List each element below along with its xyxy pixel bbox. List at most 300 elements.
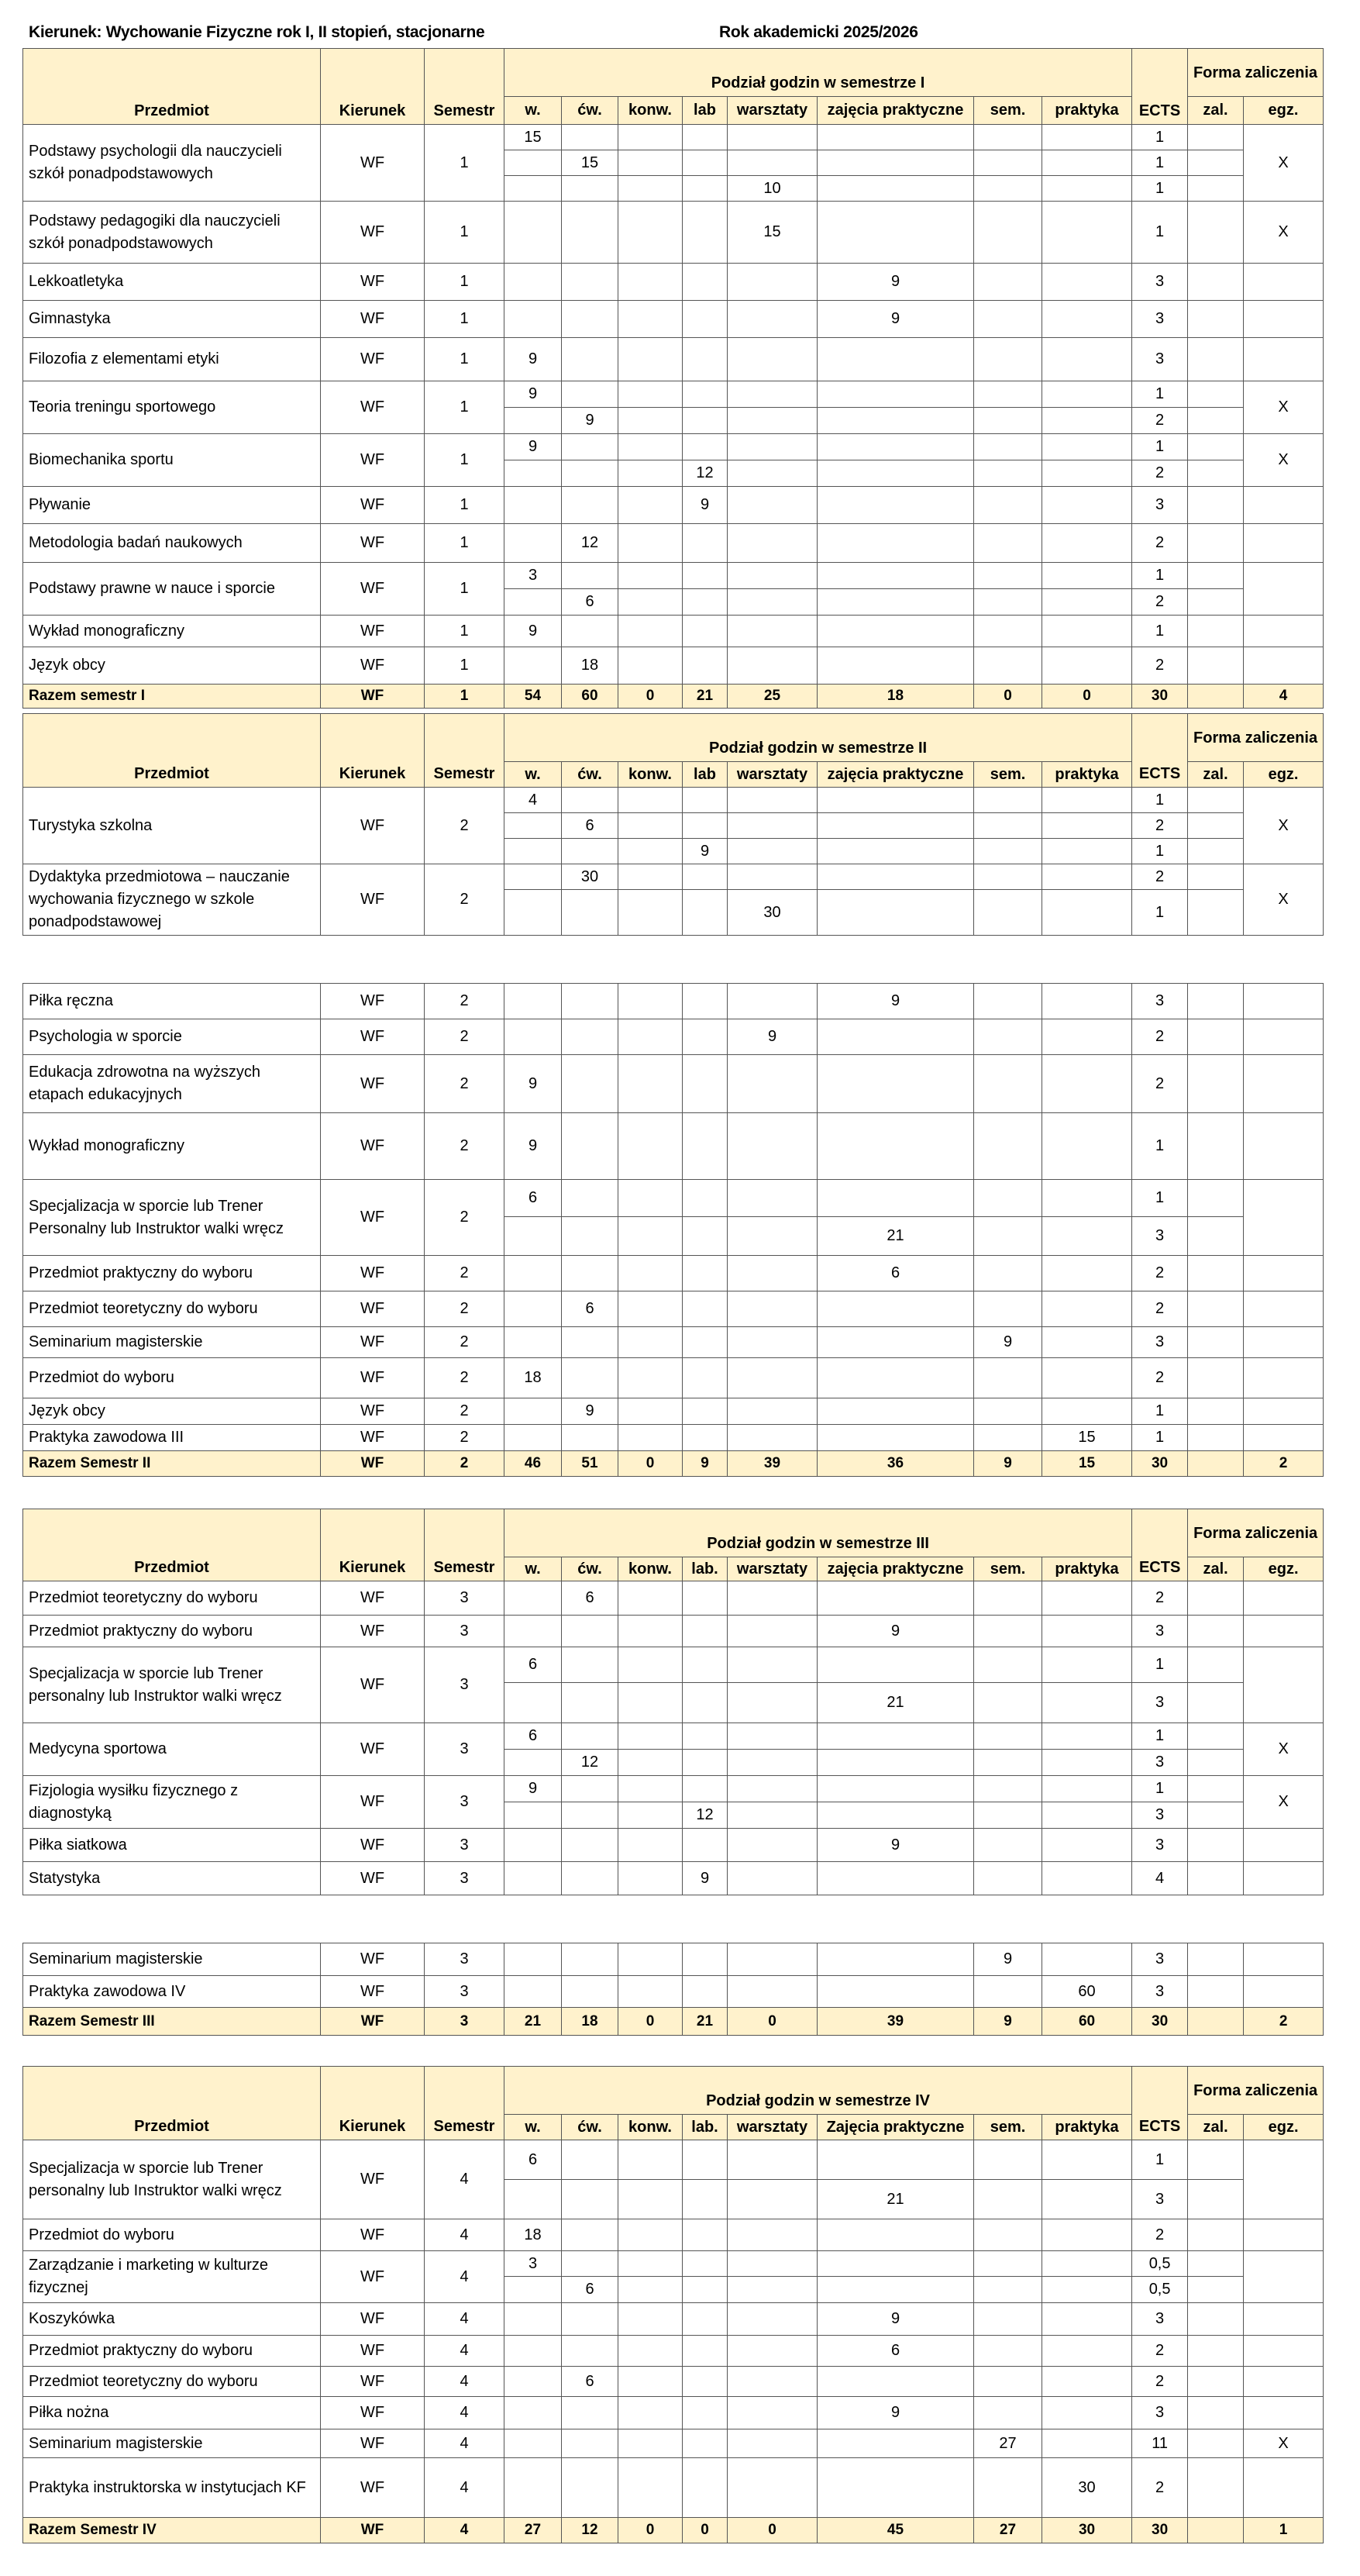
column-header-hours: lab [683,762,728,788]
hours-cell [728,839,818,864]
zal-cell [1188,1291,1244,1327]
hours-cell [728,1616,818,1647]
egz-cell [1244,301,1324,338]
subject-name: Gimnastyka [23,301,321,338]
hours-cell [683,125,728,150]
hours-cell [974,150,1042,176]
subject-field: WF [321,125,425,202]
hours-cell [683,1217,728,1256]
hours-cell [562,1802,618,1829]
zal-cell [1188,1776,1244,1802]
hours-cell [818,2458,974,2518]
hours-cell: 9 [818,2303,974,2336]
egz-cell [1244,1113,1324,1180]
subject-field: WF [321,434,425,487]
hours-cell: 9 [818,1829,974,1862]
hours-cell [728,408,818,434]
subject-name: Piłka nożna [23,2397,321,2429]
hours-cell [562,616,618,647]
subject-semester: 1 [425,381,504,434]
hours-cell [562,125,618,150]
hours-cell [562,1647,618,1683]
hours-cell [728,589,818,616]
column-header-hours: praktyka [1042,2115,1132,2140]
subject-row [23,2303,1324,2336]
assessment-group-header: Forma zaliczenia [1188,2067,1324,2115]
column-header-ects: ECTS [1132,49,1188,125]
subject-semester: 1 [425,434,504,487]
hours-cell [974,2219,1042,2251]
hours-cell [562,2140,618,2180]
subject-field: WF [321,264,425,301]
egz-cell [1244,487,1324,524]
table-gap [23,1895,1324,1943]
hours-cell [683,176,728,202]
column-header-hours: warsztaty [728,2115,818,2140]
hours-cell [562,1776,618,1802]
hours-cell [618,1291,683,1327]
subject-semester: 4 [425,2367,504,2397]
hours-cell [974,2397,1042,2429]
hours-cell [562,2397,618,2429]
hours-cell [818,434,974,460]
hours-cell [562,1358,618,1398]
hours-cell [618,2367,683,2397]
column-header-hours: praktyka [1042,97,1132,125]
hours-cell [562,264,618,301]
subject-field: WF [321,1291,425,1327]
hours-cell [1042,1217,1132,1256]
hours-cell [504,2397,562,2429]
zal-cell [1188,1647,1244,1683]
hours-cell [562,2303,618,2336]
egz-cell: X [1244,125,1324,202]
subject-name: Lekkoatletyka [23,264,321,301]
hours-cell [974,1180,1042,1217]
ects-cell: 2 [1132,2336,1188,2367]
hours-cell [1042,264,1132,301]
hours-cell [974,1647,1042,1683]
hours-cell [562,1829,618,1862]
subject-field: WF [321,1327,425,1358]
hours-cell: 12 [683,460,728,487]
subject-semester: 3 [425,1647,504,1723]
hours-cell [562,1616,618,1647]
hours-cell: 6 [504,1180,562,1217]
hours-cell [728,460,818,487]
subject-field: WF [321,1976,425,2008]
hours-cell [728,338,818,381]
hours-cell [1042,460,1132,487]
subject-field: WF [321,1776,425,1829]
hours-cell [504,2367,562,2397]
zal-cell [1188,864,1244,890]
hours-cell: 10 [728,176,818,202]
ects-cell: 2 [1132,813,1188,839]
hours-cell [562,1019,618,1055]
total-field: WF [321,2518,425,2543]
hours-cell [683,2277,728,2303]
hours-cell: 6 [562,2277,618,2303]
column-header-hours: konw. [618,1557,683,1581]
subject-row [23,1862,1324,1895]
hours-cell [1042,1327,1132,1358]
hours-cell [683,2140,728,2180]
total-ects: 30 [1132,2008,1188,2036]
hours-cell [618,813,683,839]
hours-cell [683,1358,728,1398]
subject-field: WF [321,2336,425,2367]
hours-cell: 9 [504,616,562,647]
subject-name: Przedmiot teoretyczny do wyboru [23,1581,321,1616]
subject-name: Praktyka zawodowa III [23,1425,321,1451]
hours-cell [974,1398,1042,1425]
total-hours-cell: 25 [728,685,818,709]
subject-row [23,338,1324,381]
hours-cell: 9 [683,1862,728,1895]
hours-cell: 6 [562,2367,618,2397]
hours-cell [974,1829,1042,1862]
ects-cell: 2 [1132,1256,1188,1291]
hours-cell [818,813,974,839]
hours-cell [818,1291,974,1327]
zal-cell [1188,589,1244,616]
hours-cell [1042,202,1132,264]
hours-cell: 4 [504,788,562,813]
total-hours-cell: 18 [818,685,974,709]
column-header-field: Kierunek [321,2067,425,2140]
hours-cell [683,1723,728,1750]
total-hours-cell: 0 [728,2518,818,2543]
subject-name: Przedmiot praktyczny do wyboru [23,2336,321,2367]
hours-cell [618,1829,683,1862]
hours-cell [728,647,818,685]
subject-row [23,1976,1324,2008]
hours-cell [683,563,728,589]
total-egz: 4 [1244,685,1324,709]
subject-name: Dydaktyka przedmiotowa – nauczanie wychowania fizycznego w szkole ponadpodstawowej [23,864,321,936]
column-header-field: Kierunek [321,714,425,788]
hours-cell [728,1256,818,1291]
subject-name: Statystyka [23,1862,321,1895]
document-title: Kierunek: Wychowanie Fizyczne rok I, II stopień, stacjonarne [29,23,485,41]
subject-name: Wykład monograficzny [23,616,321,647]
hours-cell [818,2219,974,2251]
hours-cell [728,1180,818,1217]
total-hours-cell: 0 [974,685,1042,709]
hours-cell [974,2277,1042,2303]
subject-name: Medycyna sportowa [23,1723,321,1776]
zal-cell [1188,1581,1244,1616]
total-egz: 1 [1244,2518,1324,2543]
hours-cell [562,788,618,813]
hours-cell [562,1723,618,1750]
total-hours-cell: 0 [618,2008,683,2036]
hours-cell [974,1750,1042,1776]
hours-cell: 3 [504,2251,562,2277]
hours-cell [1042,1055,1132,1113]
hours-group-header: Podział godzin w semestrze I [504,49,1132,97]
egz-cell [1244,2303,1324,2336]
ects-cell: 3 [1132,1683,1188,1723]
column-header-ects: ECTS [1132,714,1188,788]
subject-semester: 2 [425,1113,504,1180]
subject-row [23,1647,1324,1683]
total-label: Razem Semestr II [23,1451,321,1477]
hours-cell [618,381,683,408]
ects-cell: 11 [1132,2429,1188,2458]
zal-cell [1188,1829,1244,1862]
column-header-egz: egz. [1244,2115,1324,2140]
hours-cell [818,1398,974,1425]
ects-cell: 1 [1132,434,1188,460]
egz-cell: X [1244,202,1324,264]
hours-cell [504,839,562,864]
semester-total-row [23,685,1324,709]
total-hours-cell: 12 [562,2518,618,2543]
zal-cell [1188,381,1244,408]
hours-cell [504,264,562,301]
hours-cell [504,1327,562,1358]
total-hours-cell: 46 [504,1451,562,1477]
egz-cell [1244,2336,1324,2367]
total-hours-cell: 54 [504,685,562,709]
hours-group-header: Podział godzin w semestrze IV [504,2067,1132,2115]
hours-cell [562,2429,618,2458]
hours-cell [974,2458,1042,2518]
hours-cell [728,1217,818,1256]
column-header-hours: ćw. [562,97,618,125]
hours-cell [562,563,618,589]
hours-cell [974,524,1042,563]
hours-cell [1042,1776,1132,1802]
subject-name: Specjalizacja w sporcie lub Trener Personalny lub Instruktor walki wręcz [23,1180,321,1256]
hours-cell [974,1616,1042,1647]
ects-cell: 3 [1132,2180,1188,2219]
hours-cell [618,1683,683,1723]
hours-cell [728,1055,818,1113]
hours-cell [618,2277,683,2303]
hours-cell [1042,616,1132,647]
hours-cell [728,2367,818,2397]
egz-cell [1244,1943,1324,1976]
hours-cell [974,984,1042,1019]
column-header-zal: zal. [1188,762,1244,788]
hours-cell [974,2180,1042,2219]
hours-cell [818,788,974,813]
total-field: WF [321,2008,425,2036]
header-row [23,2067,1324,2115]
egz-cell: X [1244,434,1324,487]
hours-cell [618,460,683,487]
hours-cell [728,1802,818,1829]
column-header-hours: w. [504,1557,562,1581]
hours-cell [683,1647,728,1683]
hours-cell [683,1829,728,1862]
total-label: Razem semestr I [23,685,321,709]
hours-cell [562,202,618,264]
hours-cell [504,150,562,176]
subject-row [23,1829,1324,1862]
total-hours-cell: 15 [1042,1451,1132,1477]
hours-cell: 18 [504,1358,562,1398]
total-zal [1188,1451,1244,1477]
hours-cell [618,125,683,150]
zal-cell [1188,1327,1244,1358]
ects-cell: 3 [1132,1327,1188,1358]
hours-cell [683,616,728,647]
subject-semester: 4 [425,2397,504,2429]
hours-cell: 9 [818,301,974,338]
zal-cell [1188,2219,1244,2251]
hours-cell [818,1723,974,1750]
egz-cell [1244,1256,1324,1291]
hours-cell [683,434,728,460]
total-hours-cell: 36 [818,1451,974,1477]
column-header-hours: w. [504,97,562,125]
total-semester: 4 [425,2518,504,2543]
zal-cell [1188,2429,1244,2458]
column-header-zal: zal. [1188,1557,1244,1581]
zal-cell [1188,1425,1244,1451]
column-header-hours: konw. [618,97,683,125]
zal-cell [1188,2251,1244,2277]
subject-name: Fizjologia wysiłku fizycznego z diagnostyką [23,1776,321,1829]
column-header-hours: Zajęcia praktyczne [818,2115,974,2140]
column-header-hours: ćw. [562,762,618,788]
subject-semester: 3 [425,1581,504,1616]
hours-cell: 60 [1042,1976,1132,2008]
hours-cell [1042,1943,1132,1976]
hours-cell [618,434,683,460]
hours-cell [1042,1358,1132,1398]
hours-cell: 15 [728,202,818,264]
subject-semester: 2 [425,1180,504,1256]
total-hours-cell: 60 [1042,2008,1132,2036]
hours-cell: 9 [818,1616,974,1647]
hours-cell [1042,2251,1132,2277]
hours-cell [1042,2277,1132,2303]
subject-name: Praktyka instruktorska w instytucjach KF [23,2458,321,2518]
subject-field: WF [321,2251,425,2303]
hours-cell [974,176,1042,202]
column-header-hours: lab. [683,1557,728,1581]
hours-cell [504,2303,562,2336]
hours-cell [974,2367,1042,2397]
total-label: Razem Semestr III [23,2008,321,2036]
zal-cell [1188,2277,1244,2303]
column-header-egz: egz. [1244,97,1324,125]
hours-cell: 15 [1042,1425,1132,1451]
subject-semester: 1 [425,202,504,264]
hours-cell [618,1425,683,1451]
subject-name: Piłka siatkowa [23,1829,321,1862]
hours-cell [618,563,683,589]
total-hours-cell: 39 [818,2008,974,2036]
total-semester: 1 [425,685,504,709]
ects-cell: 2 [1132,1291,1188,1327]
hours-cell [728,150,818,176]
semester-total-row [23,2008,1324,2036]
hours-cell [1042,1723,1132,1750]
total-ects: 30 [1132,1451,1188,1477]
zal-cell [1188,1616,1244,1647]
column-header-hours: lab [683,97,728,125]
zal-cell [1188,408,1244,434]
hours-cell [683,1055,728,1113]
ects-cell: 2 [1132,1358,1188,1398]
hours-cell [683,1581,728,1616]
subject-field: WF [321,1398,425,1425]
hours-cell [974,1256,1042,1291]
zal-cell [1188,647,1244,685]
ects-cell: 1 [1132,1398,1188,1425]
egz-cell [1244,264,1324,301]
total-field: WF [321,1451,425,1477]
total-hours-cell: 0 [728,2008,818,2036]
subject-name: Specjalizacja w sporcie lub Trener personalny lub Instruktor walki wręcz [23,1647,321,1723]
subject-field: WF [321,1055,425,1113]
hours-cell [974,1802,1042,1829]
hours-cell [562,1943,618,1976]
hours-cell [504,647,562,685]
hours-cell [683,202,728,264]
hours-cell [618,1862,683,1895]
ects-cell: 1 [1132,150,1188,176]
hours-cell [618,589,683,616]
hours-cell [974,1425,1042,1451]
hours-cell: 30 [1042,2458,1132,2518]
subject-semester: 4 [425,2458,504,2518]
hours-cell [1042,1581,1132,1616]
total-ects: 30 [1132,2518,1188,2543]
hours-cell [818,1776,974,1802]
hours-cell [818,338,974,381]
hours-cell [618,2429,683,2458]
hours-cell [562,460,618,487]
column-header-semester: Semestr [425,49,504,125]
hours-cell [728,616,818,647]
hours-cell [683,2251,728,2277]
subject-field: WF [321,202,425,264]
hours-cell [618,1802,683,1829]
subject-field: WF [321,563,425,616]
hours-cell [818,125,974,150]
zal-cell [1188,1019,1244,1055]
hours-cell [618,890,683,936]
subject-field: WF [321,616,425,647]
hours-cell [1042,2336,1132,2367]
hours-cell [562,1217,618,1256]
hours-cell [683,984,728,1019]
hours-cell: 15 [562,150,618,176]
column-header-subject: Przedmiot [23,2067,321,2140]
hours-cell [818,2140,974,2180]
hours-cell: 21 [818,1683,974,1723]
zal-cell [1188,1180,1244,1217]
total-hours-cell: 0 [618,2518,683,2543]
subject-row [23,984,1324,1019]
ects-cell: 1 [1132,125,1188,150]
subject-semester: 1 [425,487,504,524]
hours-cell [618,1327,683,1358]
hours-cell [1042,434,1132,460]
hours-cell [683,1683,728,1723]
egz-cell [1244,1398,1324,1425]
hours-cell [618,2458,683,2518]
subject-row [23,1019,1324,1055]
hours-cell [618,1180,683,1217]
